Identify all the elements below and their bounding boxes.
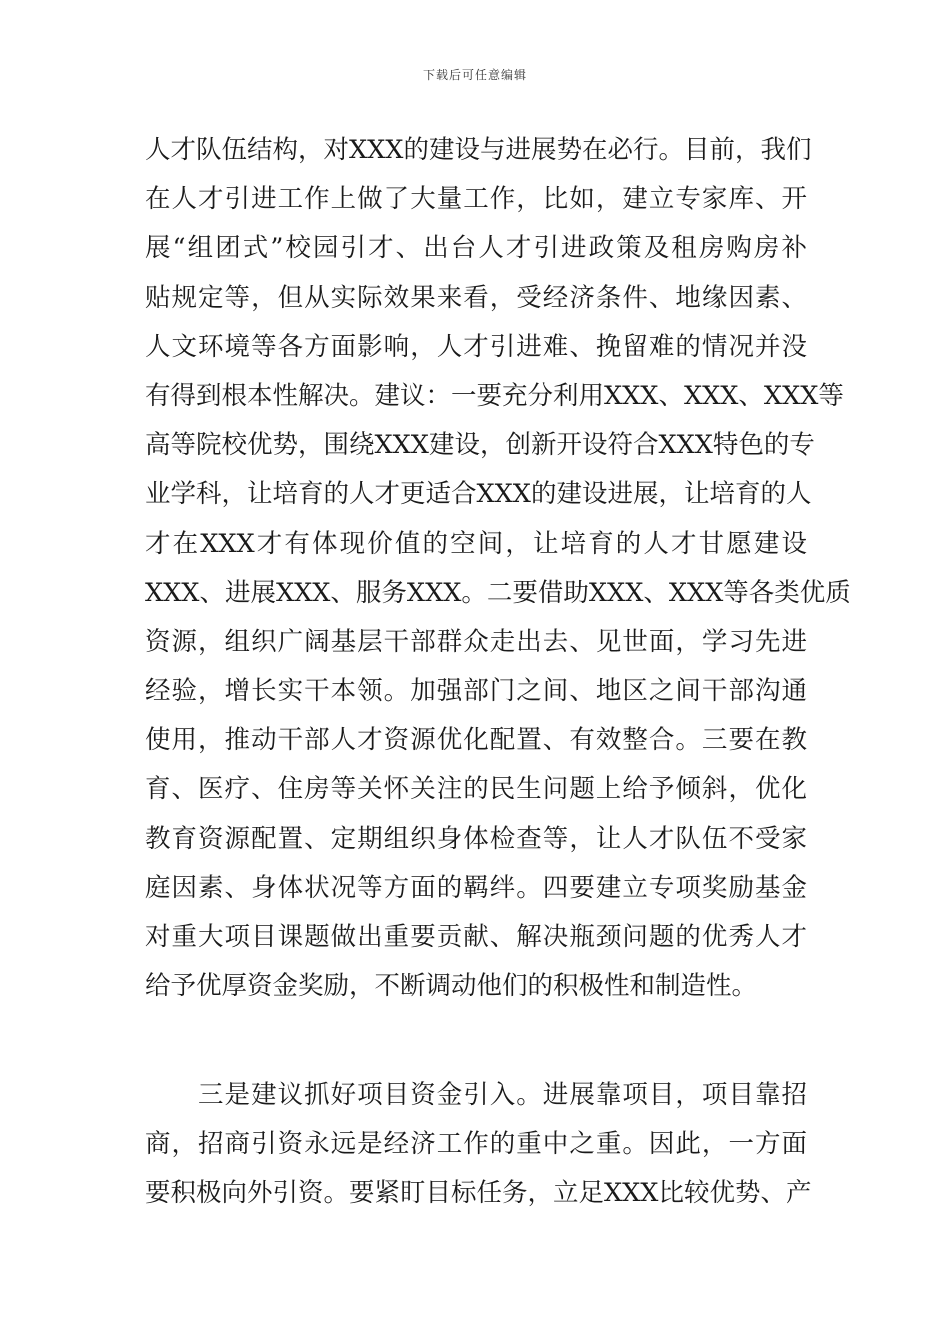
text-line: 资源，组织广阔基层干部群众走出去、见世面，学习先进: [145, 626, 807, 657]
text-line: 给予优厚资金奖励，不断调动他们的积极性和制造性。: [145, 971, 758, 1002]
text-line: 育、医疗、住房等关怀关注的民生问题上给予倾斜，优化: [145, 774, 807, 805]
paragraph-2: [145, 1071, 812, 1219]
text-line: 高等院校优势，围绕XXX建设，创新开设符合XXX特色的专: [145, 430, 815, 461]
text-line: 庭因素、身体状况等方面的羁绊。四要建立专项奖励基金: [145, 872, 807, 903]
text-line: 展“组团式”校园引才、出台人才引进政策及租房购房补: [145, 233, 807, 264]
text-line: 经验，增长实干本领。加强部门之间、地区之间干部沟通: [145, 676, 807, 707]
text-line: 教育资源配置、定期组织身体检查等，让人才队伍不受家: [145, 823, 807, 854]
text-line: 对重大项目课题做出重要贡献、解决瓶颈问题的优秀人才: [145, 922, 807, 952]
text-line: 商，招商引资永远是经济工作的重中之重。因此，一方面: [145, 1129, 807, 1160]
text-line: 有得到根本性解决。建议：一要充分利用XXX、XXX、XXX等: [145, 380, 844, 411]
text-line: 才在XXX才有体现价值的空间，让培育的人才甘愿建设: [145, 528, 807, 559]
text-line: 业学科，让培育的人才更适合XXX的建设进展，让培育的人: [145, 479, 812, 510]
text-line: 人文环境等各方面影响，人才引进难、挽留难的情况并没: [145, 331, 807, 362]
text-line: XXX、进展XXX、服务XXX。二要借助XXX、XXX等各类优质: [145, 577, 851, 608]
page-header-note: 下载后可任意编辑: [422, 68, 527, 82]
text-line: 贴规定等，但从实际效果来看，受经济条件、地缘因素、: [145, 282, 807, 313]
paragraph-1: [145, 126, 851, 1011]
text-line: 在人才引进工作上做了大量工作，比如，建立专家库、开: [145, 184, 807, 215]
text-line: 使用，推动干部人才资源优化配置、有效整合。三要在教: [145, 725, 807, 756]
text-line: 要积极向外引资。要紧盯目标任务，立足XXX比较优势、产: [145, 1178, 812, 1209]
text-line: 三是建议抓好项目资金引入。进展靠项目，项目靠招: [145, 1080, 807, 1110]
text-line: 人才队伍结构，对XXX的建设与进展势在必行。目前，我们: [145, 135, 812, 165]
